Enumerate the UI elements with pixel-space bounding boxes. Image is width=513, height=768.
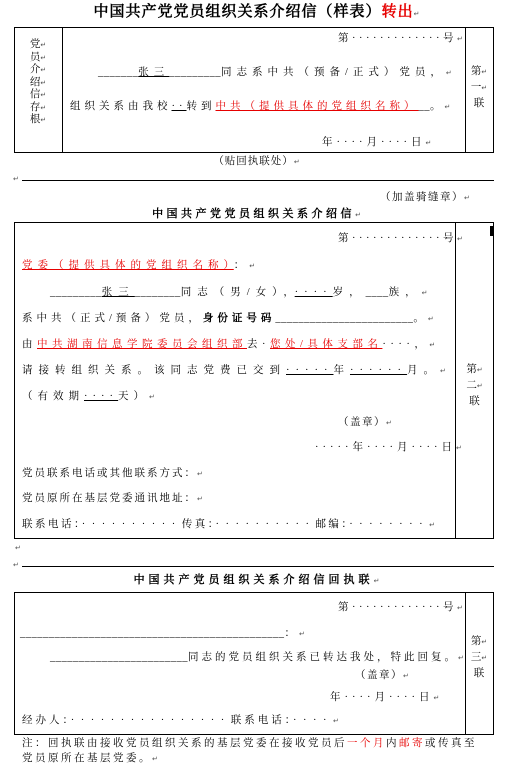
- paragraph-mark-icon: ↵: [456, 235, 463, 243]
- paragraph-mark-icon: ↵: [403, 672, 409, 680]
- receipt-confirmation-text: 同志的党员组织关系已转达我处，特此回复。: [188, 652, 458, 663]
- paragraph-mark-icon: ↵: [332, 717, 339, 725]
- receipt-number: 第·············号: [338, 602, 457, 613]
- letter-dues-month-blank[interactable]: ······: [349, 365, 407, 376]
- paragraph-mark-icon: ↵: [427, 315, 434, 323]
- note-line-2: [22, 753, 158, 765]
- letter-line-2-end: 。: [413, 313, 428, 324]
- note-or-fax: 或传真至: [425, 738, 477, 749]
- paragraph-mark-icon: ↵: [458, 654, 464, 662]
- title-text: 中国共产党党员组织关系介绍信（样表）: [93, 4, 382, 20]
- letter-date-line: [315, 441, 462, 455]
- title-transfer-out: 转出: [381, 4, 414, 20]
- paragraph-mark-icon: ↵: [445, 69, 452, 77]
- letter-line-3-end: ····，: [382, 339, 430, 350]
- paragraph-mark-icon: ↵: [439, 367, 446, 375]
- stub-side-char: 存: [29, 101, 41, 113]
- paragraph-mark-icon: ↵: [40, 116, 47, 124]
- stub-member-name[interactable]: 张三: [138, 67, 170, 78]
- receipt-number-line: [338, 601, 463, 615]
- letter-age-blank[interactable]: ····: [294, 287, 333, 298]
- letter-id-label: 身份证号码: [202, 313, 276, 324]
- letter-to-text: 去·: [247, 339, 270, 350]
- paragraph-mark-icon: ↵: [481, 638, 488, 646]
- part-label-char: 联: [469, 396, 480, 407]
- paragraph-mark-icon: ↵: [476, 382, 483, 390]
- paragraph-mark-icon: ↵: [481, 654, 488, 662]
- letter-month-unit: 月。: [406, 365, 440, 376]
- stub-name-blank-after[interactable]: _________: [169, 67, 221, 78]
- stub-number: 第·············号: [338, 33, 457, 44]
- letter-date[interactable]: ·····年····月····日: [315, 442, 456, 453]
- receipt-part-label: [465, 634, 493, 681]
- letter-name-blank-before[interactable]: _________: [50, 287, 102, 298]
- stub-date[interactable]: 年····月····日: [322, 137, 426, 148]
- receipt-title: 中国共产党员组织关系介绍信回执联: [133, 574, 374, 586]
- letter-phone-line: [22, 518, 435, 532]
- letter-line-5: [22, 390, 155, 404]
- paragraph-mark-icon: ↵: [293, 158, 300, 166]
- letter-phone-blank[interactable]: ··········: [81, 519, 182, 530]
- letter-addressee-colon: ：: [233, 260, 250, 271]
- letter-ethnic-blank[interactable]: ____: [365, 287, 389, 298]
- paragraph-mark-icon: ↵: [444, 103, 451, 111]
- paragraph-mark-icon: ↵: [40, 53, 47, 62]
- letter-address-label: 党员原所在基层党委通讯地址：: [22, 493, 197, 504]
- letter-line-1: [50, 286, 428, 300]
- paragraph-mark-icon: ↵: [481, 68, 488, 76]
- document-title: [0, 3, 513, 23]
- letter-number-line: [338, 232, 463, 246]
- letter-validity-days-blank[interactable]: ····: [84, 391, 118, 402]
- stub-date-line: [322, 136, 431, 150]
- stub-line-2-end: 。: [430, 101, 445, 112]
- part-label-char: 二: [466, 380, 477, 391]
- letter-title: 中国共产党党员组织关系介绍信: [152, 208, 356, 220]
- paragraph-mark-icon: ↵: [481, 84, 488, 92]
- cut-line: [22, 566, 494, 567]
- letter-fax-blank[interactable]: ··········: [215, 519, 316, 530]
- stub-line-2: [70, 100, 450, 114]
- stub-line-2-text: 组织关系由我校: [70, 101, 172, 112]
- stub-number-line: [338, 32, 463, 46]
- paragraph-mark-icon: ↵: [40, 78, 47, 87]
- paragraph-mark-icon: ↵: [197, 495, 203, 503]
- receipt-phone-blank[interactable]: ····: [292, 715, 333, 726]
- stub-school-blank[interactable]: ··: [171, 101, 187, 112]
- note-text-2: 党员原所在基层党委。: [22, 753, 152, 764]
- paragraph-mark-icon: ↵: [476, 366, 483, 374]
- stub-side-char: 根: [29, 114, 41, 125]
- table-handle-icon[interactable]: [490, 226, 494, 236]
- receipt-title-line: [0, 574, 513, 588]
- stub-destination-org[interactable]: 中共（提供具体的党组织名称）: [215, 101, 419, 112]
- letter-phone-label: 联系电话：: [22, 519, 82, 530]
- part-label-char: 第: [466, 364, 477, 375]
- letter-seal: （盖章）: [338, 417, 386, 428]
- letter-addressee[interactable]: 党委（提供具体的党组织名称）: [22, 260, 234, 271]
- paragraph-mark-icon: ↵: [15, 544, 21, 552]
- letter-dues-year-blank[interactable]: ·····: [286, 365, 334, 376]
- stub-side-label: [15, 39, 61, 127]
- letter-part-label: [456, 362, 493, 409]
- letter-member-name[interactable]: 张三: [101, 287, 135, 298]
- paste-note-line: [0, 155, 513, 169]
- letter-id-blank[interactable]: ________________________: [275, 313, 414, 324]
- paragraph-mark-icon: ↵: [40, 41, 47, 49]
- paragraph-mark-icon: ↵: [464, 194, 470, 202]
- paragraph-mark-icon: ↵: [152, 755, 158, 763]
- paragraph-mark-icon: ↵: [386, 419, 392, 427]
- paragraph-mark-icon: ↵: [429, 521, 436, 529]
- letter-name-blank-after[interactable]: ________: [134, 287, 181, 298]
- paragraph-mark-icon: ↵: [40, 103, 47, 112]
- paragraph-mark-icon: ↵: [455, 444, 462, 452]
- receipt-date[interactable]: 年····月····日: [330, 692, 434, 703]
- paragraph-mark-icon: ↵: [197, 470, 203, 478]
- letter-zip-label: 邮编：: [315, 519, 350, 530]
- stub-left-divider: [62, 27, 63, 153]
- paragraph-mark-icon: ↵: [456, 604, 463, 612]
- note-text: 注：回执联由接收党员组织关系的基层党委在接收党员后: [22, 738, 347, 749]
- stub-destination-blank[interactable]: __: [418, 101, 430, 112]
- part-label-char: 三: [470, 652, 482, 663]
- note-within: 内: [386, 738, 399, 749]
- letter-contact-label: 党员联系电话或其他联系方式：: [22, 468, 197, 479]
- letter-from-text: 由: [22, 339, 37, 350]
- receipt-handler-label: 经办人：: [22, 715, 71, 726]
- letter-dues-text: 请接转组织关系。该同志党费已交到: [22, 365, 286, 376]
- paragraph-mark-icon: ↵: [40, 91, 47, 99]
- receipt-handler-line: [22, 714, 339, 728]
- receipt-date-line: [330, 691, 439, 705]
- letter-receiving-branch[interactable]: 您处/具体支部名: [270, 339, 383, 350]
- empty-paragraph: [15, 541, 21, 555]
- note-mail: 邮寄: [399, 738, 425, 749]
- receipt-member-blank[interactable]: ________________________: [50, 652, 188, 663]
- paragraph-mark-icon: ↵: [433, 694, 440, 702]
- paragraph-mark-icon: ↵: [40, 66, 47, 74]
- letter-zip-blank[interactable]: ········: [349, 519, 430, 530]
- paragraph-mark-icon: ↵: [355, 211, 361, 219]
- note-deadline: 一个月: [347, 738, 386, 749]
- paragraph-mark-icon: ↵: [249, 262, 256, 270]
- stub-side-char: 绍: [29, 76, 41, 88]
- letter-age-unit: 岁，: [332, 287, 366, 298]
- letter-line-4: [22, 364, 446, 378]
- paragraph-mark-icon: ↵: [299, 630, 305, 638]
- stub-side-char: 信: [29, 89, 41, 100]
- seam-note: （加盖骑缝章）: [380, 192, 464, 203]
- letter-seal-line: [338, 416, 392, 430]
- receipt-line-1-colon: ：: [284, 628, 299, 639]
- part-label-char: 联: [473, 668, 485, 679]
- stub-line-1-text: 同志系中共（预备/正式）党员，: [221, 67, 446, 78]
- letter-line-3: [22, 338, 435, 352]
- cut-line: [22, 180, 494, 181]
- letter-title-line: [0, 208, 513, 222]
- receipt-line-2: [50, 651, 464, 665]
- letter-membership-text: 系中共（正式/预备）党员，: [22, 313, 203, 324]
- stub-part-label: [465, 64, 493, 112]
- letter-line-2: [22, 312, 434, 326]
- part-label-char: 第: [470, 636, 482, 647]
- cut-line-mark: [13, 558, 19, 572]
- note-line-1: [22, 738, 477, 750]
- part-label-char: 联: [473, 98, 485, 109]
- paragraph-mark-icon: ↵: [425, 139, 432, 147]
- stub-name-blank-before[interactable]: _______: [98, 67, 139, 78]
- letter-validity-text: （有效期: [22, 391, 84, 402]
- letter-issuing-org[interactable]: 中共湖南信息学院委员会组织部: [37, 339, 247, 350]
- paragraph-mark-icon: ↵: [13, 561, 19, 569]
- letter-number: 第·············号: [338, 233, 457, 244]
- receipt-seal: （盖章）: [355, 670, 403, 681]
- stub-side-char: 党: [29, 39, 41, 50]
- cut-line-mark: [13, 172, 19, 186]
- part-label-char: 一: [470, 82, 482, 93]
- stub-side-char: 员: [29, 51, 41, 63]
- letter-gender-text: 同志（男/女），: [180, 287, 295, 298]
- paste-note: （贴回执联处）: [213, 156, 294, 167]
- paragraph-mark-icon: ↵: [149, 393, 155, 401]
- letter-fax-label: 传真：: [181, 519, 216, 530]
- stub-line-1: [98, 66, 452, 80]
- letter-year-unit: 年: [333, 365, 350, 376]
- paragraph-mark-icon: ↵: [13, 175, 19, 183]
- receipt-handler-blank[interactable]: ················: [70, 715, 231, 726]
- stub-line-2-transfer: 转到: [186, 101, 216, 112]
- receipt-addressee-blank[interactable]: ______________________________________________: [20, 628, 285, 639]
- seam-note-line: [380, 191, 470, 205]
- paragraph-mark-icon: ↵: [429, 341, 436, 349]
- paragraph-mark-icon: ↵: [413, 10, 420, 18]
- paragraph-mark-icon: ↵: [373, 577, 380, 585]
- letter-days-unit: 天）: [118, 391, 149, 402]
- paragraph-mark-icon: ↵: [456, 35, 463, 43]
- receipt-line-1: [20, 627, 305, 641]
- receipt-phone-label: 联系电话：: [230, 715, 293, 726]
- receipt-seal-line: [355, 669, 409, 683]
- part-label-char: 第: [470, 66, 482, 77]
- letter-addressee-line: [22, 259, 255, 273]
- stub-side-char: 介: [29, 64, 41, 75]
- paragraph-mark-icon: ↵: [421, 289, 428, 297]
- letter-ethnic-unit: 族，: [388, 287, 422, 298]
- letter-address-line: [22, 492, 203, 506]
- letter-contact-line: [22, 467, 203, 481]
